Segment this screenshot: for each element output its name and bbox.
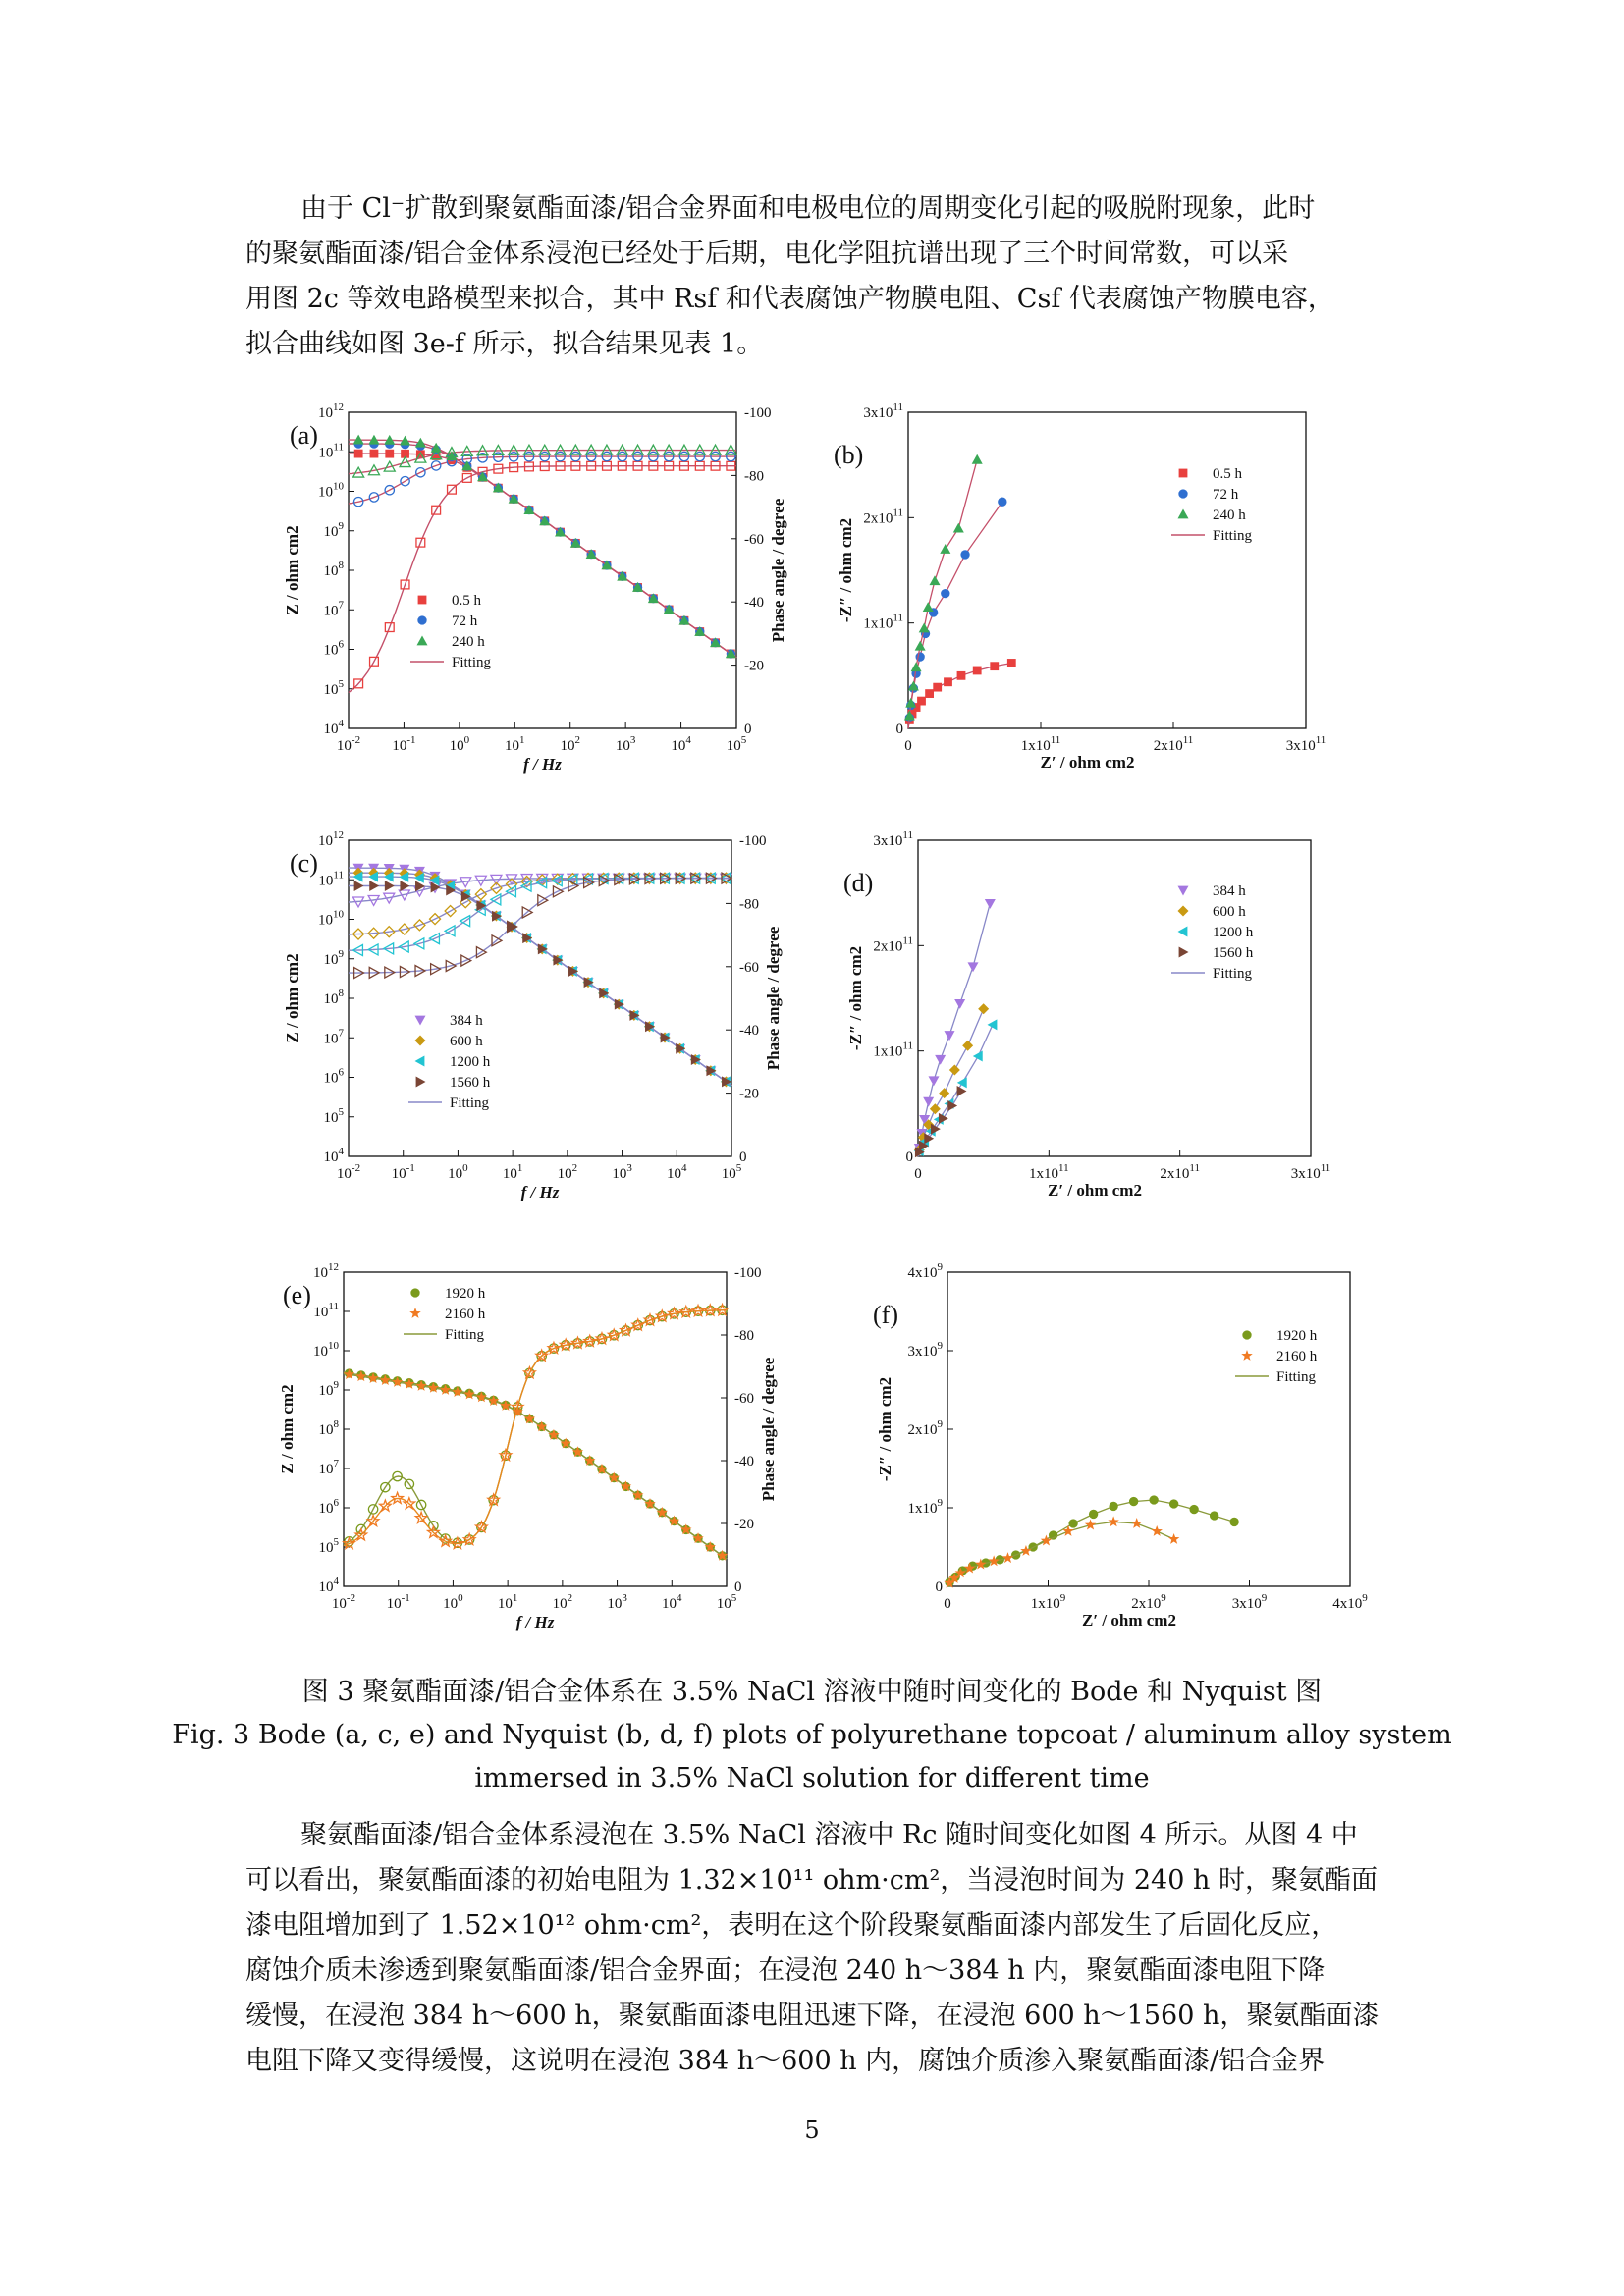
y-axis-label: -Z″ / ohm cm2	[876, 1376, 894, 1482]
legend-label: 384 h	[450, 1013, 483, 1029]
x-tick-label: 0	[914, 1166, 922, 1182]
data-point	[972, 454, 983, 464]
y2-tick-label: -60	[739, 959, 759, 976]
data-point	[930, 575, 941, 585]
legend-label: 72 h	[1213, 487, 1239, 503]
y2-tick-label: -20	[744, 658, 764, 674]
legend-label: 384 h	[1213, 883, 1246, 899]
data-point	[1210, 1511, 1218, 1520]
y2-tick-label: -40	[744, 595, 764, 612]
x-axis-label: Z′ / ohm cm2	[1048, 1181, 1142, 1200]
series-384h	[914, 899, 996, 1156]
y-tick-label: $10^4$	[323, 1146, 344, 1165]
data-point	[949, 1064, 960, 1075]
panel-label: (b)	[834, 441, 864, 469]
x-tick-label: $10^{-1}$	[391, 1162, 415, 1182]
data-point	[1068, 1519, 1077, 1527]
x-tick-label: $10^1$	[505, 734, 525, 754]
x-tick-label: $1x10^9$	[1030, 1592, 1066, 1612]
y-axis-label: Z / ohm cm2	[283, 953, 301, 1043]
series-240h	[349, 435, 736, 659]
series-1560h	[349, 873, 731, 1087]
fit-line-modulus	[349, 454, 736, 658]
y2-tick-label: -100	[734, 1265, 762, 1281]
y-tick-label: $10^7$	[318, 1458, 339, 1477]
x-tick-label: $10^5$	[721, 1162, 742, 1182]
text-line: 由于 Cl⁻扩散到聚氨酯面漆/铝合金界面和电极电位的周期变化引起的吸脱附现象，此时	[300, 193, 1316, 224]
y2-tick-label: -60	[734, 1391, 754, 1407]
legend-marker	[1178, 886, 1189, 896]
y-tick-label: $10^5$	[323, 677, 344, 698]
data-point-modulus	[370, 450, 379, 458]
y2-tick-label: -60	[744, 531, 764, 548]
y-tick-label: $1x10^{11}$	[873, 1040, 913, 1060]
data-point	[953, 523, 964, 533]
y-tick-label: $2x10^{11}$	[863, 507, 903, 527]
text-line: 的聚氨酯面漆/铝合金体系浸泡已经处于后期，电化学阻抗谱出现了三个时间常数，可以采	[245, 239, 1289, 269]
plot-frame	[918, 840, 1311, 1156]
data-point	[945, 1031, 955, 1041]
x-tick-label: $10^4$	[671, 734, 691, 754]
panel-label: (c)	[290, 849, 318, 878]
x-axis-label: Z′ / ohm cm2	[1040, 753, 1135, 772]
data-point	[1129, 1497, 1138, 1506]
data-point	[917, 697, 926, 706]
y-tick-label: $10^7$	[323, 1027, 344, 1047]
y-tick-label: $10^5$	[323, 1105, 344, 1126]
data-point	[1108, 1516, 1119, 1526]
x-tick-label: $10^3$	[615, 734, 636, 754]
legend-label: 1920 h	[445, 1286, 486, 1302]
legend-label: 72 h	[452, 614, 478, 629]
x-tick-label: $2x10^{11}$	[1153, 734, 1194, 754]
legend-label: Fitting	[445, 1327, 485, 1343]
paragraph-bottom	[245, 1813, 1384, 2084]
data-point	[941, 589, 949, 598]
x-tick-label: $3x10^{11}$	[1290, 1162, 1331, 1182]
legend-label: Fitting	[452, 655, 492, 670]
x-tick-label: $10^{-2}$	[331, 1592, 356, 1612]
legend-label: Fitting	[1213, 528, 1253, 544]
data-point	[923, 1097, 934, 1107]
data-point-modulus	[385, 450, 394, 458]
legend-marker	[1179, 947, 1189, 958]
x-axis-label: f / Hz	[520, 1183, 560, 1201]
y2-tick-label: -80	[744, 468, 764, 485]
legend-label: Fitting	[1276, 1369, 1317, 1385]
legend-marker	[1178, 927, 1188, 937]
data-point	[929, 1076, 940, 1086]
legend-marker	[417, 615, 426, 624]
y-tick-label: $3x10^{11}$	[863, 401, 903, 421]
y2-tick-label: -80	[739, 896, 759, 913]
series-384h	[349, 864, 731, 1088]
legend-marker	[415, 1056, 425, 1067]
y-tick-label: $10^6$	[323, 1066, 344, 1087]
caption-cn: 图 3 聚氨酯面漆/铝合金体系在 3.5% NaCl 溶液中随时间变化的 Bode 和 Nyquist 图	[301, 1677, 1323, 1707]
fit-line-modulus	[349, 444, 736, 658]
y2-tick-label: -20	[739, 1086, 759, 1102]
x-tick-label: $10^4$	[667, 1162, 687, 1182]
data-point-modulus	[354, 450, 363, 458]
x-tick-label: $10^{-1}$	[392, 734, 416, 754]
data-point	[973, 1051, 983, 1062]
nyquist-plot-b	[834, 401, 1326, 772]
y-tick-label: $10^8$	[323, 560, 344, 579]
series-600h	[349, 868, 731, 1088]
y-tick-label: $10^8$	[318, 1418, 339, 1438]
x-tick-label: $10^0$	[449, 734, 470, 754]
legend-label: 600 h	[450, 1034, 483, 1049]
panel-label: (d)	[843, 869, 874, 897]
data-point-modulus	[369, 881, 379, 891]
bode-plot-a	[283, 401, 787, 774]
page-number: 5	[804, 2116, 820, 2144]
data-point	[944, 677, 952, 686]
y-axis-label: Z / ohm cm2	[278, 1384, 297, 1474]
nyquist-plot-f	[873, 1261, 1368, 1629]
x-axis-label: Z′ / ohm cm2	[1082, 1611, 1176, 1629]
y-tick-label: $3x10^9$	[907, 1340, 943, 1360]
y-tick-label: $10^{11}$	[318, 441, 344, 461]
x-tick-label: $10^5$	[716, 1592, 737, 1612]
fit-line	[918, 903, 990, 1156]
fit-line-modulus	[349, 440, 736, 658]
data-point	[923, 602, 934, 612]
data-point	[968, 962, 979, 972]
series-600h	[914, 1003, 989, 1156]
y-tick-label: $10^6$	[318, 1497, 339, 1517]
x-tick-label: $10^3$	[612, 1162, 632, 1182]
caption-en-line2: immersed in 3.5% NaCl solution for different time	[474, 1763, 1150, 1793]
data-point	[933, 683, 942, 692]
fit-line-modulus	[349, 868, 731, 1086]
y-axis-label: Z / ohm cm2	[283, 525, 301, 615]
legend-marker	[1241, 1350, 1253, 1361]
series-0.5h	[905, 659, 1016, 728]
data-point	[1229, 1518, 1238, 1526]
data-point	[1151, 1525, 1163, 1536]
y-tick-label: $10^9$	[323, 947, 344, 968]
legend-label: 240 h	[452, 634, 485, 650]
x-tick-label: $3x10^{11}$	[1285, 734, 1326, 754]
data-point	[1169, 1499, 1178, 1508]
y-tick-label: 0	[895, 721, 903, 737]
data-point	[978, 1003, 989, 1014]
fit-line-phase	[349, 879, 731, 951]
nyquist-plot-d	[843, 829, 1330, 1200]
y2-tick-label: -80	[734, 1328, 754, 1344]
x-tick-label: $10^2$	[557, 1162, 578, 1182]
fit-line-modulus	[349, 886, 731, 1086]
legend-marker	[415, 1016, 426, 1026]
data-point	[935, 1055, 946, 1065]
data-point	[954, 999, 965, 1009]
y-tick-label: $2x10^9$	[907, 1418, 943, 1438]
y-tick-label: $1x10^9$	[907, 1497, 943, 1517]
plot-frame	[344, 1272, 727, 1586]
data-point	[940, 544, 950, 554]
x-axis-label: f / Hz	[523, 755, 562, 774]
legend-label: 2160 h	[445, 1307, 486, 1322]
data-point	[911, 662, 922, 671]
x-tick-label: $2x10^9$	[1131, 1592, 1166, 1612]
x-tick-label: $10^5$	[726, 734, 747, 754]
data-point	[1149, 1495, 1158, 1504]
x-tick-label: $10^2$	[552, 1592, 573, 1612]
data-point	[908, 681, 919, 691]
x-tick-label: $10^4$	[662, 1592, 682, 1612]
x-tick-label: $10^2$	[560, 734, 580, 754]
x-tick-label: $2x10^{11}$	[1160, 1162, 1200, 1182]
y-tick-label: $10^{10}$	[318, 908, 344, 929]
fit-line-phase	[344, 1310, 727, 1546]
text-line: 可以看出，聚氨酯面漆的初始电阻为 1.32×10¹¹ ohm·cm²，当浸泡时间为 240 h 时，聚氨酯面	[245, 1865, 1378, 1896]
data-point	[1131, 1518, 1143, 1528]
x-tick-label: $1x10^{11}$	[1020, 734, 1061, 754]
legend-label: 1200 h	[1213, 925, 1254, 940]
legend-marker	[410, 1288, 419, 1297]
fit-line-modulus	[344, 1373, 727, 1559]
x-tick-label: $1x10^{11}$	[1029, 1162, 1069, 1182]
y2-tick-label: -40	[734, 1454, 754, 1469]
text-line: 漆电阻增加到了 1.52×10¹² ohm·cm²，表明在这个阶段聚氨酯面漆内部发生了后固化反应，	[245, 1910, 1338, 1941]
text-line: 拟合曲线如图 3e-f 所示，拟合结果见表 1。	[245, 329, 764, 359]
x-tick-label: 0	[944, 1596, 951, 1612]
legend-marker	[1179, 469, 1188, 478]
x-tick-label: $10^1$	[502, 1162, 523, 1182]
data-point	[1168, 1533, 1180, 1544]
caption-en-line1: Fig. 3 Bode (a, c, e) and Nyquist (b, d, f) plots of polyurethane topcoat / aluminum alloy system	[172, 1720, 1452, 1750]
data-point	[939, 1088, 949, 1098]
data-point	[985, 899, 996, 909]
series-1920h	[344, 1306, 727, 1560]
data-point	[957, 1077, 967, 1088]
series-1200h	[349, 872, 731, 1088]
data-point-modulus	[354, 881, 364, 891]
data-point	[962, 1041, 973, 1051]
y-tick-label: $10^{10}$	[318, 480, 344, 501]
data-point	[957, 1086, 967, 1096]
legend-label: 0.5 h	[1213, 466, 1242, 482]
data-point	[973, 667, 982, 675]
x-tick-label: $10^3$	[607, 1592, 627, 1612]
y2-axis-label: Phase angle / degree	[769, 498, 787, 643]
fit-line-modulus	[344, 1372, 727, 1559]
legend-marker	[1178, 489, 1187, 498]
y-tick-label: $3x10^{11}$	[873, 829, 913, 849]
text-line: 聚氨酯面漆/铝合金体系浸泡在 3.5% NaCl 溶液中 Rc 随时间变化如图 4 所示。从图 4 中	[300, 1820, 1358, 1850]
text-line: 腐蚀介质未渗透到聚氨酯面漆/铝合金界面；在浸泡 240 h～384 h 内，聚氨酯面漆电阻下降	[245, 1955, 1326, 1986]
data-point	[930, 1103, 941, 1114]
x-tick-label: $4x10^9$	[1332, 1592, 1368, 1612]
legend	[408, 1013, 491, 1111]
fit-line-phase	[349, 456, 736, 504]
y-tick-label: 0	[905, 1149, 913, 1165]
legend	[410, 593, 492, 670]
data-point	[960, 550, 969, 559]
x-tick-label: $10^{-2}$	[336, 1162, 361, 1182]
legend	[404, 1286, 486, 1343]
y2-axis-label: Phase angle / degree	[764, 926, 783, 1071]
y-tick-label: $10^4$	[323, 718, 344, 737]
y2-tick-label: 0	[734, 1579, 742, 1595]
x-tick-label: 0	[904, 738, 912, 754]
data-point	[998, 498, 1006, 507]
data-point	[925, 689, 934, 698]
figure-caption	[0, 1671, 1624, 1800]
y-tick-label: 0	[935, 1579, 943, 1595]
fit-line-phase	[344, 1310, 727, 1545]
panel-label: (a)	[290, 421, 318, 450]
x-tick-label: $3x10^9$	[1231, 1592, 1268, 1612]
legend-marker	[417, 636, 428, 646]
y2-tick-label: 0	[744, 721, 752, 737]
legend-label: 2160 h	[1276, 1349, 1318, 1364]
y2-tick-label: 0	[739, 1149, 747, 1165]
y2-axis-label: Phase angle / degree	[759, 1357, 778, 1502]
legend	[1171, 883, 1254, 982]
y-tick-label: $10^{12}$	[318, 401, 344, 421]
y-tick-label: $10^{12}$	[318, 829, 344, 849]
series-1920h	[945, 1495, 1238, 1586]
legend-label: 1560 h	[450, 1075, 491, 1091]
data-point-modulus	[385, 881, 395, 891]
y-tick-label: $10^9$	[318, 1379, 339, 1399]
y-tick-label: $2x10^{11}$	[873, 934, 913, 955]
data-point	[1007, 659, 1016, 667]
y-tick-label: $10^8$	[323, 988, 344, 1007]
x-tick-label: $10^0$	[448, 1162, 468, 1182]
legend-label: 1920 h	[1276, 1328, 1318, 1344]
x-tick-label: $10^{-1}$	[386, 1592, 410, 1612]
legend-label: Fitting	[450, 1095, 490, 1111]
legend-marker	[418, 596, 427, 605]
data-point	[1189, 1505, 1198, 1514]
y2-tick-label: -100	[744, 405, 772, 421]
y-tick-label: $10^5$	[318, 1536, 339, 1556]
bode-plot-e	[278, 1261, 778, 1631]
data-point	[957, 671, 966, 680]
y-tick-label: $10^{12}$	[313, 1261, 339, 1281]
y-tick-label: $10^{10}$	[313, 1340, 339, 1360]
fit-line-modulus	[349, 877, 731, 1086]
y2-tick-label: -20	[734, 1517, 754, 1532]
legend-marker	[1242, 1330, 1251, 1339]
y-tick-label: $10^6$	[323, 638, 344, 659]
fit-line	[908, 502, 1002, 728]
y-tick-label: $10^{11}$	[318, 869, 344, 889]
data-point	[905, 698, 916, 708]
y-axis-label: -Z″ / ohm cm2	[837, 517, 855, 623]
y-axis-label: -Z″ / ohm cm2	[846, 945, 865, 1051]
legend	[1171, 466, 1253, 544]
series-72h	[349, 439, 736, 658]
legend-marker	[1178, 509, 1189, 519]
plot-frame	[947, 1272, 1350, 1586]
y-tick-label: $4x10^9$	[907, 1261, 943, 1281]
x-tick-label: $10^1$	[497, 1592, 518, 1612]
y-tick-label: $10^4$	[318, 1575, 339, 1595]
data-point	[990, 662, 999, 670]
legend-label: Fitting	[1213, 966, 1253, 982]
data-point	[988, 1019, 998, 1030]
plot-frame	[908, 412, 1306, 728]
bode-plot-c	[283, 829, 783, 1201]
y-tick-label: $10^9$	[323, 519, 344, 540]
x-tick-label: $10^{-2}$	[336, 734, 361, 754]
text-line: 缓慢，在浸泡 384 h～600 h，聚氨酯面漆电阻迅速下降，在浸泡 600 h～1560 h，聚氨酯面漆	[245, 2001, 1380, 2031]
data-point	[1089, 1510, 1098, 1519]
y-tick-label: $10^7$	[323, 599, 344, 619]
legend-label: 1560 h	[1213, 945, 1254, 961]
legend-marker	[416, 1077, 426, 1088]
legend-marker	[1178, 906, 1189, 917]
legend-label: 0.5 h	[452, 593, 481, 609]
fit-line-phase	[349, 466, 736, 693]
text-line: 用图 2c 等效电路模型来拟合，其中 Rsf 和代表腐蚀产物膜电阻、Csf 代表腐蚀产物膜电容，	[245, 284, 1334, 314]
text-line: 电阻下降又变得缓慢，这说明在浸泡 384 h～600 h 内，腐蚀介质渗入聚氨酯面漆/铝合金界	[245, 2046, 1326, 2076]
legend	[1235, 1328, 1318, 1385]
y-tick-label: $1x10^{11}$	[863, 612, 903, 632]
x-axis-label: f / Hz	[515, 1613, 555, 1631]
panel-label: (f)	[873, 1301, 898, 1329]
data-point	[1109, 1502, 1117, 1511]
legend-marker	[415, 1036, 426, 1046]
y2-tick-label: -100	[739, 833, 767, 849]
y-tick-label: $10^{11}$	[313, 1301, 339, 1320]
data-point	[1085, 1520, 1097, 1530]
series-2160h	[944, 1516, 1179, 1587]
legend-label: 1200 h	[450, 1054, 491, 1070]
y2-tick-label: -40	[739, 1023, 759, 1040]
data-point	[939, 1113, 948, 1124]
panel-label: (e)	[283, 1281, 311, 1309]
legend-label: 600 h	[1213, 904, 1246, 920]
legend-label: 240 h	[1213, 507, 1246, 523]
x-tick-label: $10^0$	[443, 1592, 463, 1612]
legend-marker	[409, 1308, 421, 1318]
